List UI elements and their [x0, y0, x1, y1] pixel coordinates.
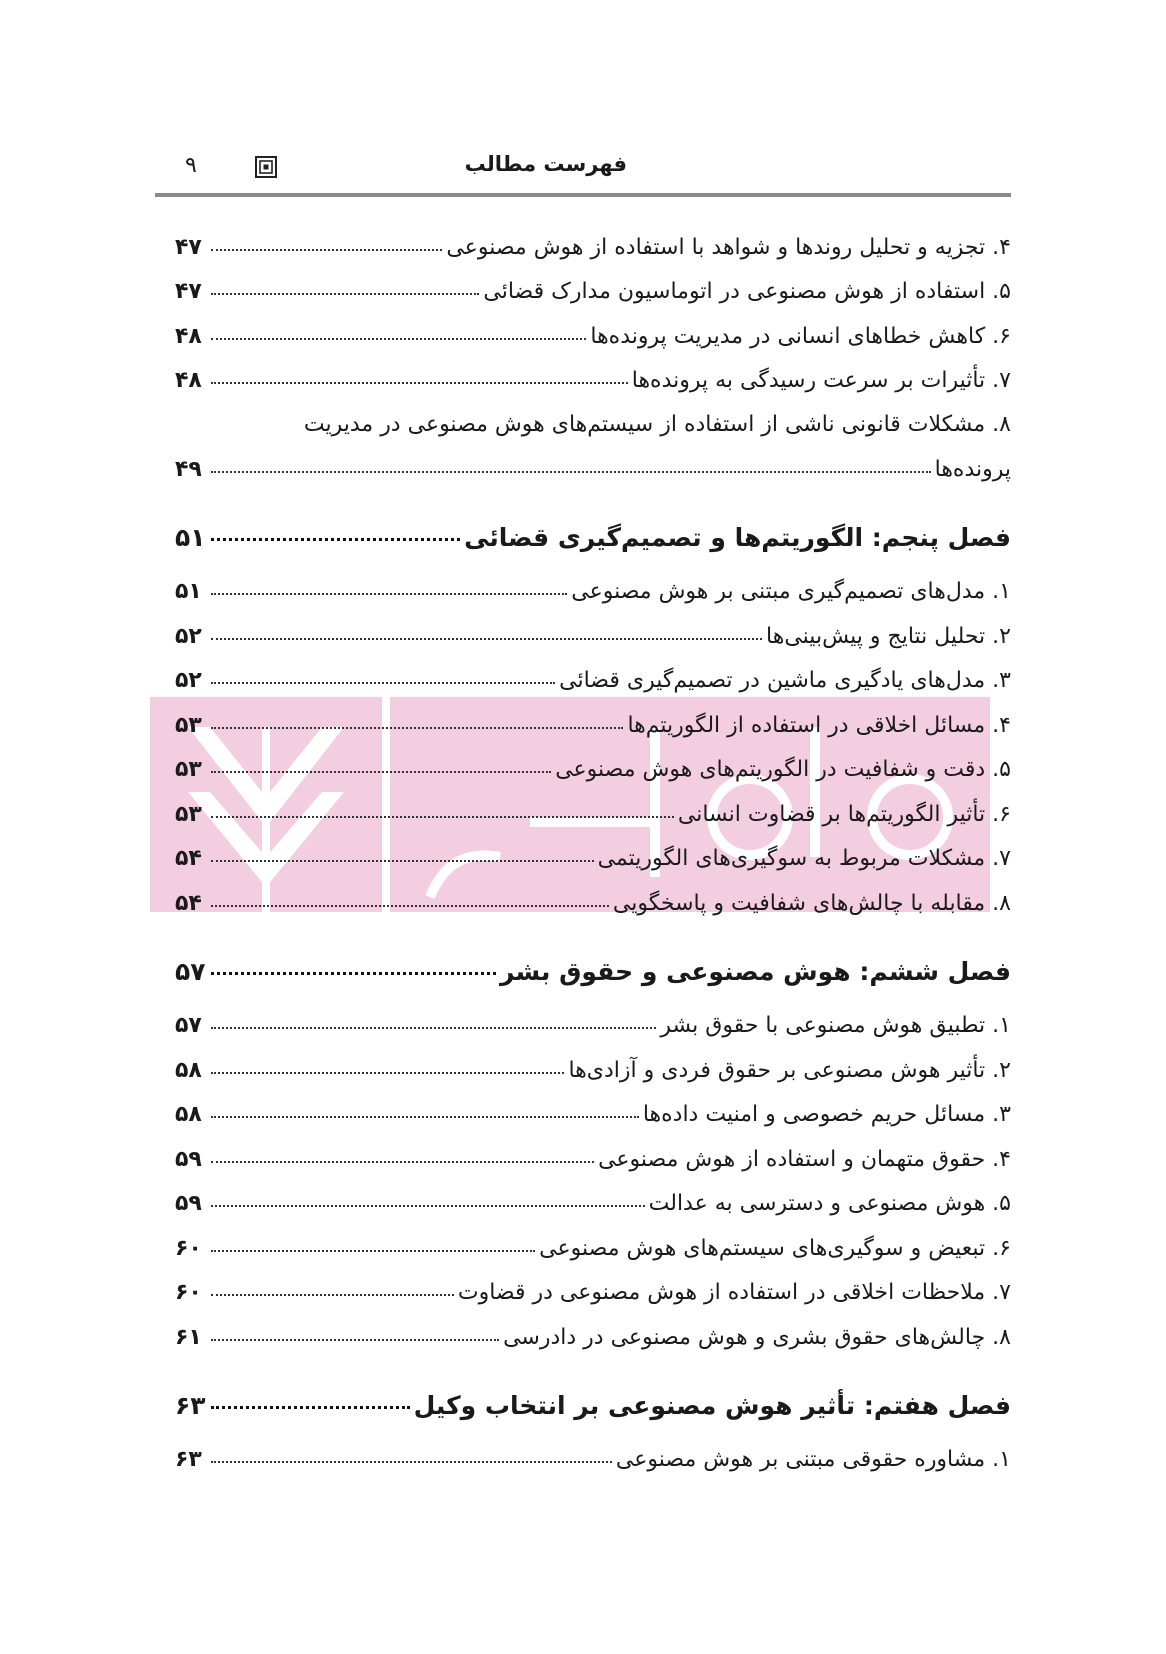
toc-entry[interactable]: ۶. کاهش خطاهای انسانی در مدیریت پرونده‌ها ۴۸ — [175, 323, 1011, 349]
toc-entry[interactable]: ۳. مدل‌های یادگیری ماشین در تصمیم‌گیری قضائی ۵۲ — [175, 668, 1011, 693]
toc-entry[interactable]: ۵. استفاده از هوش مصنوعی در اتوماسیون مدارک قضائی ۴۷ — [175, 279, 1011, 304]
page-title: فهرست مطالب — [464, 152, 627, 176]
chapter-heading[interactable]: فصل هفتم: تأثیر هوش مصنوعی بر انتخاب وکیل ۶۳ — [175, 1390, 1011, 1420]
toc-entry[interactable]: ۲. تحلیل نتایج و پیش‌بینی‌ها ۵۲ — [175, 623, 1011, 649]
toc-entry[interactable]: ۵. هوش مصنوعی و دسترسی به عدالت ۵۹ — [175, 1191, 1011, 1216]
toc-entry[interactable]: ۷. ملاحظات اخلاقی در استفاده از هوش مصنوعی در قضاوت ۶۰ — [175, 1280, 1011, 1305]
toc-entry[interactable]: ۱. مشاوره حقوقی مبتنی بر هوش مصنوعی ۶۳ — [175, 1447, 1011, 1472]
toc-entry[interactable]: ۶. تأثیر الگوریتم‌ها بر قضاوت انسانی ۵۳ — [175, 801, 1011, 827]
page-header — [175, 150, 1011, 184]
chapter-heading[interactable]: فصل ششم: هوش مصنوعی و حقوق بشر ۵۷ — [175, 956, 1011, 986]
toc-entry[interactable]: ۴. مسائل اخلاقی در استفاده از الگوریتم‌ها ۵۳ — [175, 712, 1011, 738]
toc-entry[interactable]: ۸. چالش‌های حقوق بشری و هوش مصنوعی در دادرسی ۶۱ — [175, 1324, 1011, 1350]
toc-entry[interactable]: ۱. مدل‌های تصمیم‌گیری مبتنی بر هوش مصنوعی ۵۱ — [175, 579, 1011, 604]
toc-entry-first-line[interactable]: ۸. مشکلات قانونی ناشی از استفاده از سیستم‌های هوش مصنوعی در مدیریت — [303, 412, 1011, 437]
toc-entry[interactable]: ۳. مسائل حریم خصوصی و امنیت داده‌ها ۵۸ — [175, 1102, 1011, 1127]
square-ornament-icon — [255, 156, 277, 182]
toc-entry-continuation[interactable]: پرونده‌ها ۴۹ — [175, 456, 1011, 482]
chapter-heading[interactable]: فصل پنجم: الگوریتم‌ها و تصمیم‌گیری قضائی ۵۱ — [175, 522, 1011, 552]
toc-entry[interactable]: ۵. دقت و شفافیت در الگوریتم‌های هوش مصنوعی ۵۳ — [175, 757, 1011, 782]
toc-entry[interactable]: ۴. حقوق متهمان و استفاده از هوش مصنوعی ۵۹ — [175, 1146, 1011, 1172]
table-of-contents — [175, 215, 1011, 1472]
toc-entry[interactable]: ۱. تطبیق هوش مصنوعی با حقوق بشر ۵۷ — [175, 1013, 1011, 1038]
toc-entry[interactable]: ۸. مقابله با چالش‌های شفافیت و پاسخگویی ۵۴ — [175, 890, 1011, 916]
page-number: ۹ — [185, 153, 197, 178]
toc-entry[interactable]: ۶. تبعیض و سوگیری‌های سیستم‌های هوش مصنوعی ۶۰ — [175, 1235, 1011, 1261]
toc-entry[interactable]: ۴. تجزیه و تحلیل روندها و شواهد با استفاده از هوش مصنوعی ۴۷ — [175, 234, 1011, 260]
toc-entry[interactable]: ۷. تأثیرات بر سرعت رسیدگی به پرونده‌ها ۴۸ — [175, 368, 1011, 393]
toc-entry[interactable]: ۷. مشکلات مربوط به سوگیری‌های الگوریتمی ۵۴ — [175, 846, 1011, 871]
header-rule — [155, 193, 1011, 197]
toc-entry[interactable]: ۲. تأثیر هوش مصنوعی بر حقوق فردی و آزادی‌ها ۵۸ — [175, 1057, 1011, 1083]
